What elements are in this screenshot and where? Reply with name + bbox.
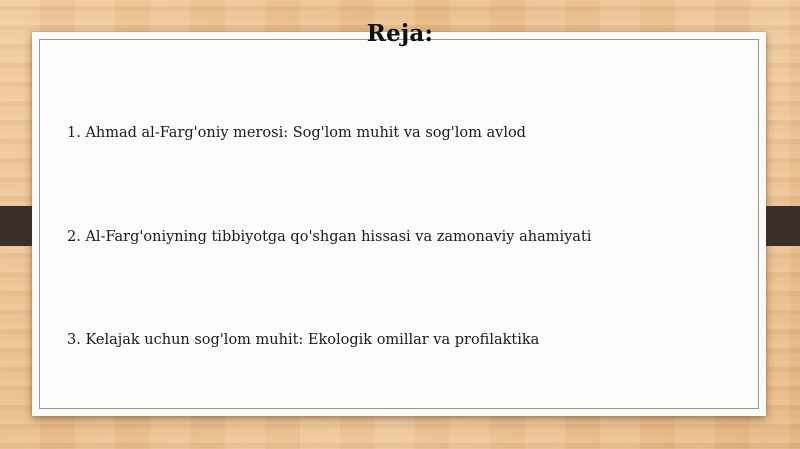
plan-item-1: 1. Ahmad al-Farg'oniy merosi: Sog'lom muhit va sog'lom avlod	[67, 125, 526, 141]
plan-item-3: 3. Kelajak uchun sog'lom muhit: Ekologik omillar va profilaktika	[67, 332, 540, 348]
slide-frame	[32, 32, 766, 416]
slide-title: Reja:	[366, 20, 434, 47]
slide-inner-border	[39, 39, 759, 409]
plan-item-2: 2. Al-Farg'oniyning tibbiyotga qo'shgan hissasi va zamonaviy ahamiyati	[67, 229, 592, 245]
